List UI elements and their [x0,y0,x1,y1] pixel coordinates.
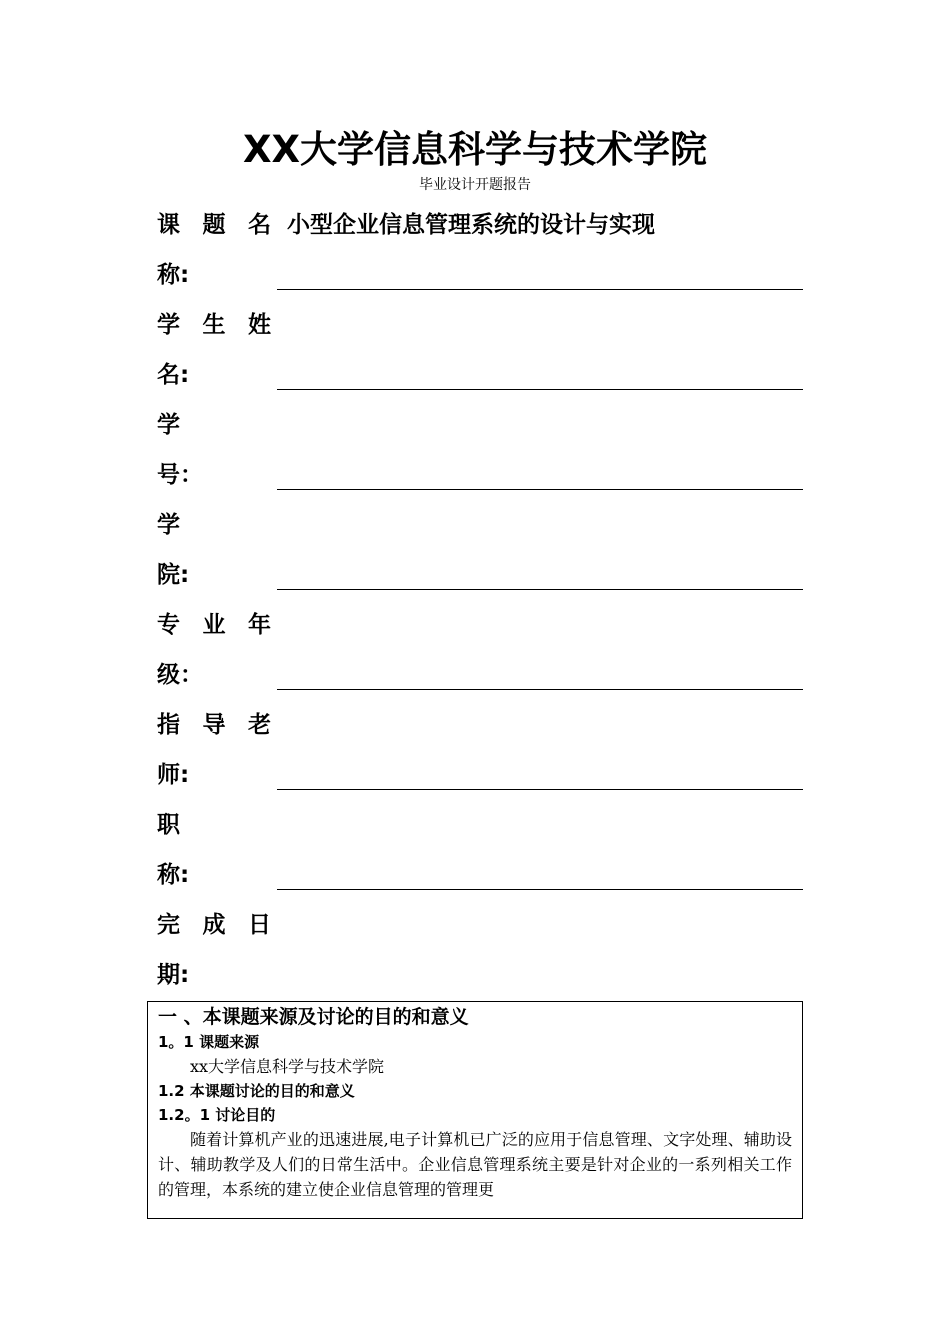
field-underline [277,289,803,290]
field-topic [157,200,803,300]
field-completion-date [157,900,803,1000]
field-label [157,600,271,700]
field-label-line2: 号： [157,462,203,488]
field-label [157,800,271,900]
body-paragraph: 随着计算机产业的迅速进展,电子计算机已广泛的应用于信息管理、文字处理、辅助设计、辅助教学及人们的日常生活中。企业信息管理系统主要是针对企业的一系列相关工作的管理，本系统的建立使企业信息管理的管理更 [158,1130,792,1199]
field-underline [277,589,803,590]
field-value: 小型企业信息管理系统的设计与实现 [287,212,655,238]
section-box [147,1001,803,1219]
field-underline [277,889,803,890]
field-label-line2: 期: [157,962,190,988]
field-label [157,700,271,800]
field-underline [277,689,803,690]
field-label-line1: 指 导 老 [157,712,271,738]
field-label-line2: 称: [157,262,190,288]
field-college [157,500,803,600]
field-underline [277,789,803,790]
field-label-line1: 学 生 姓 [157,312,271,338]
field-label-line2: 师: [157,762,190,788]
field-underline [277,389,803,390]
field-underline [277,489,803,490]
document-title: XX大学信息科学与技术学院 [242,128,708,171]
subsection-heading-purpose: 1.2 本课题讨论的目的和意义 [158,1082,355,1100]
field-label-line1: 完 成 日 [157,912,271,938]
field-label-line1: 学 [157,412,180,438]
field-student-name [157,300,803,400]
field-label [157,900,271,1000]
subsection-heading-source: 1。1 课题来源 [158,1033,260,1051]
field-label [157,200,271,300]
section-heading: 一 、本课题来源及讨论的目的和意义 [158,1006,469,1028]
field-label-line2: 名: [157,362,190,388]
field-label-line2: 级： [157,662,203,688]
subsection-heading-goal: 1.2。1 讨论目的 [158,1106,276,1124]
field-label [157,400,271,500]
document-subtitle: 毕业设计开题报告 [419,177,531,193]
field-label-line1: 学 [157,512,180,538]
subsection-text-source: xx大学信息科学与技术学院 [190,1057,385,1076]
field-label-line1: 课 题 名 [157,212,271,238]
field-label-line2: 院: [157,562,190,588]
field-advisor [157,700,803,800]
field-label-line1: 职 [157,812,180,838]
field-label [157,300,271,400]
field-student-id [157,400,803,500]
field-label-line1: 专 业 年 [157,612,271,638]
field-label-line2: 称: [157,862,190,888]
field-title-rank [157,800,803,900]
field-label [157,500,271,600]
field-major-grade [157,600,803,700]
